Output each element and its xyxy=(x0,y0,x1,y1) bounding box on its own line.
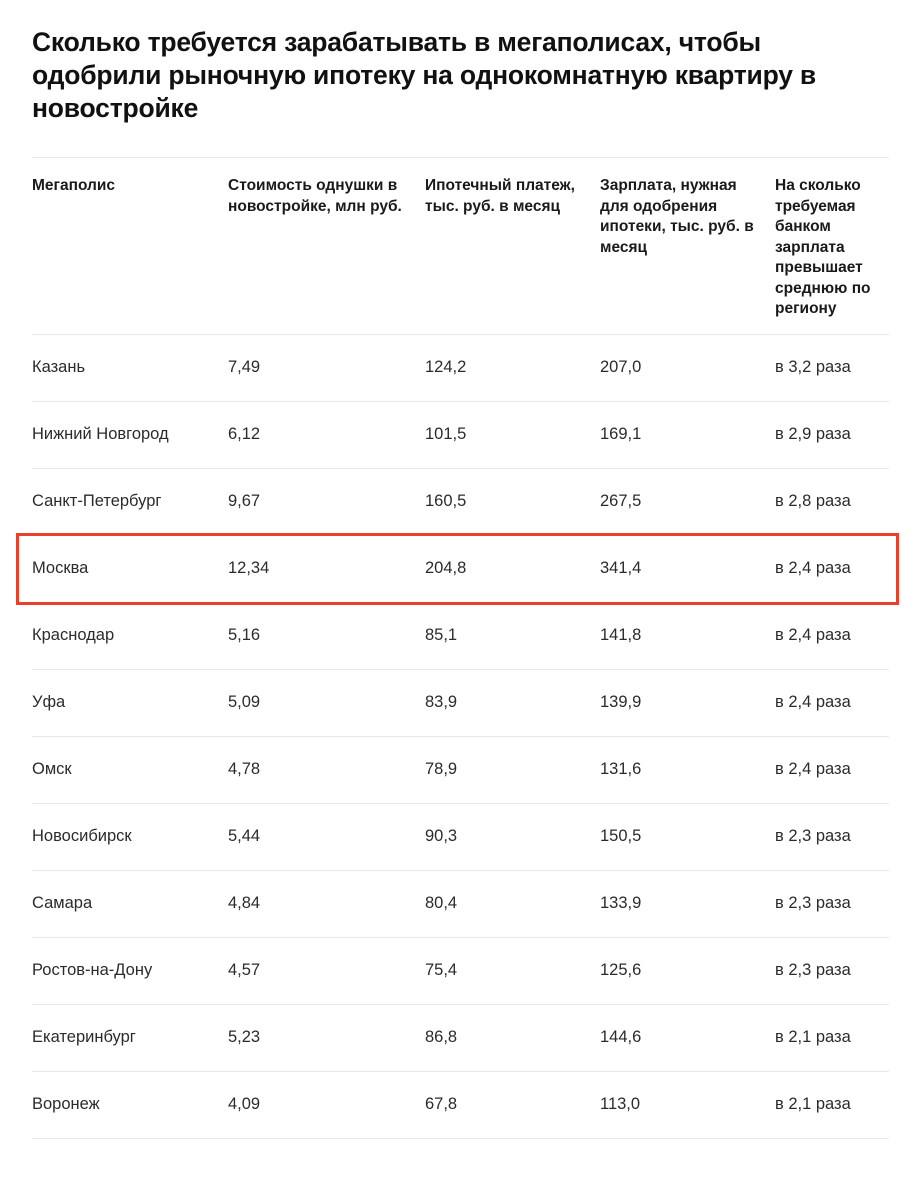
cell-salary: 139,9 xyxy=(600,693,642,711)
table-row[interactable] xyxy=(32,737,889,803)
cell-price: 7,49 xyxy=(228,358,261,376)
cell-ratio: в 2,8 раза xyxy=(775,492,851,510)
cell-city: Нижний Новгород xyxy=(32,425,169,443)
cell-payment: 86,8 xyxy=(425,1028,458,1046)
cell-payment: 78,9 xyxy=(425,760,458,778)
cell-salary: 267,5 xyxy=(600,492,642,510)
cell-price: 4,09 xyxy=(228,1095,261,1113)
column-header-payment: Ипотечный платеж, тыс. руб. в месяц xyxy=(425,177,575,215)
cell-salary: 169,1 xyxy=(600,425,642,443)
cell-salary: 133,9 xyxy=(600,894,642,912)
cell-price: 4,78 xyxy=(228,760,261,778)
cell-city: Москва xyxy=(32,559,89,577)
cell-payment: 90,3 xyxy=(425,827,458,845)
cell-ratio: в 2,4 раза xyxy=(775,760,851,778)
cell-price: 12,34 xyxy=(228,559,270,577)
cell-payment: 160,5 xyxy=(425,492,467,510)
table-row[interactable] xyxy=(32,871,889,937)
cell-city: Санкт-Петербург xyxy=(32,492,162,510)
cell-price: 4,84 xyxy=(228,894,261,912)
data-table xyxy=(32,157,889,1139)
cell-ratio: в 2,1 раза xyxy=(775,1028,851,1046)
cell-ratio: в 2,3 раза xyxy=(775,827,851,845)
cell-price: 9,67 xyxy=(228,492,261,510)
cell-salary: 207,0 xyxy=(600,358,642,376)
cell-ratio: в 2,4 раза xyxy=(775,559,851,577)
table-row[interactable] xyxy=(32,670,889,736)
cell-salary: 141,8 xyxy=(600,626,642,644)
cell-price: 5,23 xyxy=(228,1028,261,1046)
cell-price: 5,44 xyxy=(228,827,261,845)
table-row[interactable] xyxy=(32,804,889,870)
cell-ratio: в 2,3 раза xyxy=(775,894,851,912)
cell-salary: 150,5 xyxy=(600,827,642,845)
cell-payment: 204,8 xyxy=(425,559,467,577)
cell-ratio: в 3,2 раза xyxy=(775,358,851,376)
cell-city: Казань xyxy=(32,358,86,376)
cell-payment: 80,4 xyxy=(425,894,458,912)
cell-city: Воронеж xyxy=(32,1095,100,1113)
cell-price: 5,09 xyxy=(228,693,261,711)
cell-price: 4,57 xyxy=(228,961,261,979)
cell-ratio: в 2,1 раза xyxy=(775,1095,851,1113)
cell-salary: 341,4 xyxy=(600,559,642,577)
cell-payment: 75,4 xyxy=(425,961,458,979)
table-row[interactable] xyxy=(32,469,889,535)
cell-city: Уфа xyxy=(32,693,66,711)
cell-payment: 67,8 xyxy=(425,1095,458,1113)
cell-city: Самара xyxy=(32,894,93,912)
table-row[interactable] xyxy=(32,603,889,669)
table-row[interactable] xyxy=(32,402,889,468)
cell-price: 5,16 xyxy=(228,626,261,644)
cell-ratio: в 2,3 раза xyxy=(775,961,851,979)
cell-city: Новосибирск xyxy=(32,827,132,845)
table-row[interactable] xyxy=(32,335,889,401)
table-header-row xyxy=(32,158,889,334)
cell-payment: 83,9 xyxy=(425,693,458,711)
column-header-megapolis: Мегаполис xyxy=(32,177,116,194)
cell-ratio: в 2,4 раза xyxy=(775,626,851,644)
cell-salary: 131,6 xyxy=(600,760,642,778)
cell-salary: 125,6 xyxy=(600,961,642,979)
table-row[interactable] xyxy=(32,938,889,1004)
table-row[interactable] xyxy=(32,1005,889,1071)
page-title: Сколько требуется зарабатывать в мегаполисах, чтобы одобрили рыночную ипотеку на однокомнатную квартиру в новостройке xyxy=(32,27,817,123)
cell-payment: 101,5 xyxy=(425,425,467,443)
cell-ratio: в 2,4 раза xyxy=(775,693,851,711)
cell-city: Ростов-на-Дону xyxy=(32,961,153,979)
row-divider xyxy=(32,1138,889,1139)
cell-payment: 85,1 xyxy=(425,626,458,644)
table-row[interactable] xyxy=(19,536,896,602)
cell-ratio: в 2,9 раза xyxy=(775,425,851,443)
cell-payment: 124,2 xyxy=(425,358,467,376)
table-body xyxy=(32,334,889,1139)
cell-salary: 113,0 xyxy=(600,1095,641,1113)
column-header-price: Стоимость однушки в новостройке, млн руб. xyxy=(228,177,402,215)
cell-city: Екатеринбург xyxy=(32,1028,136,1046)
table-row[interactable] xyxy=(32,1072,889,1138)
column-header-salary: Зарплата, нужная для одобрения ипотеки, тыс. руб. в месяц xyxy=(600,177,754,256)
cell-price: 6,12 xyxy=(228,425,261,443)
column-header-ratio: На сколько требуемая банком зарплата превышает среднюю по региону xyxy=(775,177,871,317)
cell-city: Омск xyxy=(32,760,72,778)
cell-salary: 144,6 xyxy=(600,1028,642,1046)
cell-city: Краснодар xyxy=(32,626,115,644)
